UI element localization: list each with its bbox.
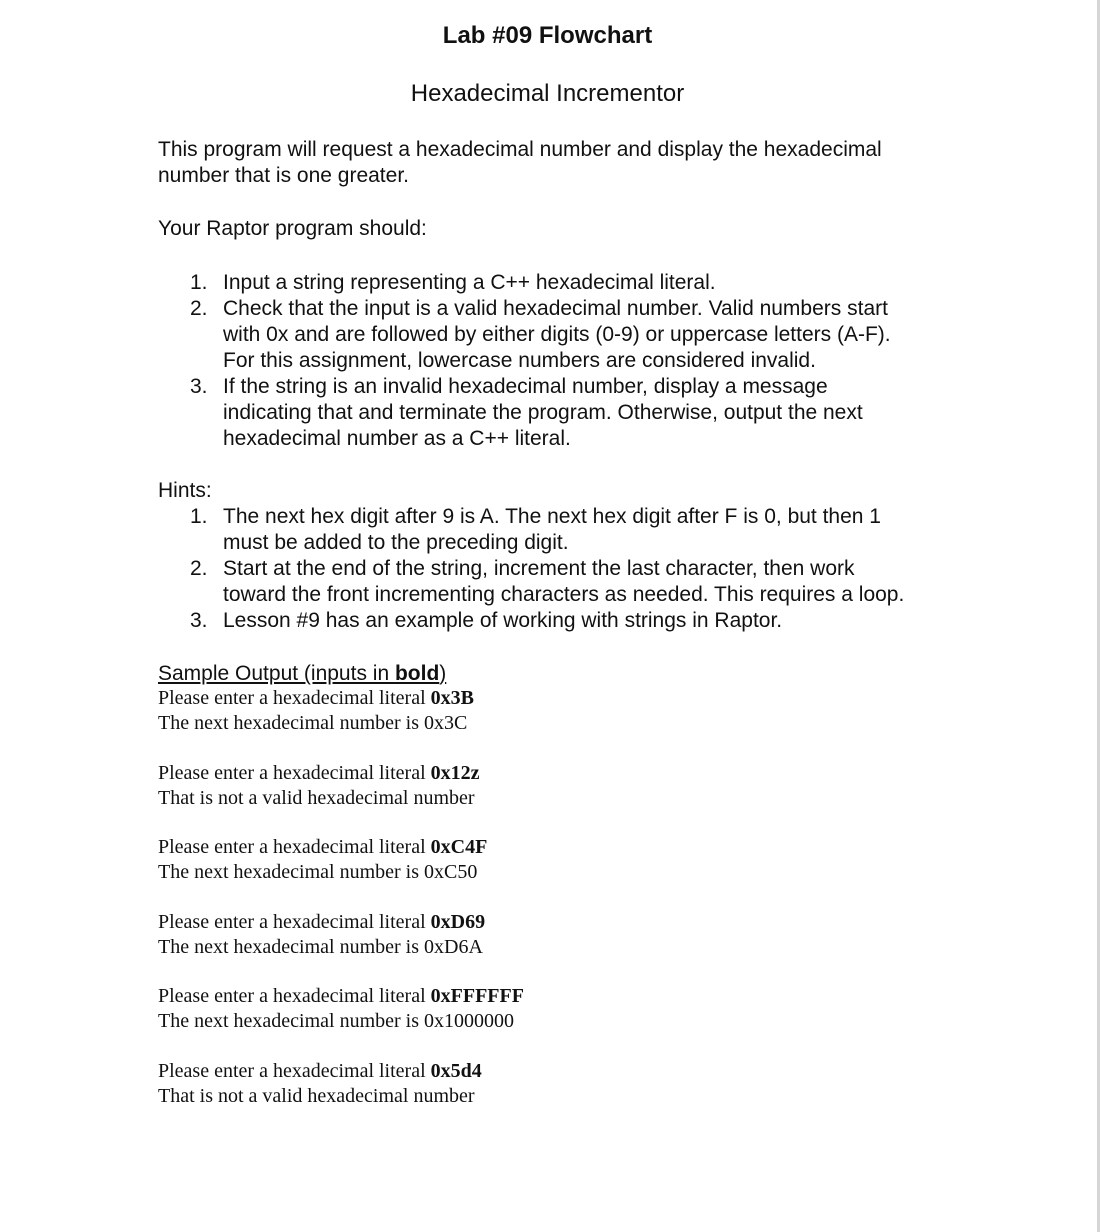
list-line: Check that the input is a valid hexadecimal number. Valid numbers start xyxy=(223,297,888,320)
sample-prompt-line xyxy=(158,1059,858,1084)
sample-heading-prefix: Sample Output (inputs in xyxy=(158,662,395,685)
sample-result-line: That is not a valid hexadecimal number xyxy=(158,1085,475,1107)
sample-block xyxy=(158,761,858,811)
sample-block xyxy=(158,835,858,885)
document-subtitle: Hexadecimal Incrementor xyxy=(410,80,685,107)
sample-block xyxy=(158,910,858,960)
sample-block xyxy=(158,1059,858,1109)
sample-result-line: That is not a valid hexadecimal number xyxy=(158,787,475,809)
sample-result-line: The next hexadecimal number is 0x3C xyxy=(158,712,468,734)
list-line: Start at the end of the string, increment the last character, then work xyxy=(223,557,855,580)
list-line: with 0x and are followed by either digits (0-9) or uppercase letters (A-F). xyxy=(223,323,891,346)
sample-prompt-line xyxy=(158,835,858,860)
requirements-heading: Your Raptor program should: xyxy=(158,217,427,240)
list-number: 2. xyxy=(190,557,208,580)
sample-input: 0xFFFFFF xyxy=(430,985,524,1007)
list-line: toward the front incrementing characters as needed. This requires a loop. xyxy=(223,583,905,606)
requirements-list xyxy=(190,270,950,452)
sample-prompt-line xyxy=(158,686,858,711)
sample-prompt: Please enter a hexadecimal literal xyxy=(158,911,431,933)
sample-prompt: Please enter a hexadecimal literal xyxy=(158,985,431,1007)
sample-input: 0x12z xyxy=(430,762,480,784)
intro-paragraph xyxy=(158,137,958,189)
document-title: Lab #09 Flowchart xyxy=(442,22,653,49)
sample-input: 0xD69 xyxy=(430,911,486,933)
list-line: hexadecimal number as a C++ literal. xyxy=(223,427,571,450)
sample-input: 0x3B xyxy=(430,687,474,709)
list-line: For this assignment, lowercase numbers are considered invalid. xyxy=(223,349,816,372)
intro-line: number that is one greater. xyxy=(158,164,409,187)
sample-heading-bold: bold xyxy=(394,662,440,685)
sample-prompt-line xyxy=(158,984,858,1009)
sample-prompt: Please enter a hexadecimal literal xyxy=(158,836,431,858)
list-line: indicating that and terminate the program. Otherwise, output the next xyxy=(223,401,863,424)
sample-prompt-line xyxy=(158,910,858,935)
sample-result-line: The next hexadecimal number is 0xC50 xyxy=(158,861,478,883)
sample-result-line: The next hexadecimal number is 0x1000000 xyxy=(158,1010,515,1032)
sample-input: 0xC4F xyxy=(430,836,488,858)
requirement-item xyxy=(190,270,950,296)
sample-prompt: Please enter a hexadecimal literal xyxy=(158,762,431,784)
sample-block xyxy=(158,686,858,736)
intro-line: This program will request a hexadecimal number and display the hexadecimal xyxy=(158,138,882,161)
list-line: Lesson #9 has an example of working with strings in Raptor. xyxy=(223,609,783,632)
hints-list xyxy=(190,504,950,634)
list-number: 3. xyxy=(190,609,208,632)
list-number: 2. xyxy=(190,297,208,320)
hint-item xyxy=(190,556,950,608)
sample-prompt: Please enter a hexadecimal literal xyxy=(158,687,431,709)
requirement-item xyxy=(190,374,950,452)
list-line: Input a string representing a C++ hexadecimal literal. xyxy=(223,271,716,294)
sample-prompt-line xyxy=(158,761,858,786)
list-number: 1. xyxy=(190,505,208,528)
sample-result-line: The next hexadecimal number is 0xD6A xyxy=(158,936,483,958)
hint-item xyxy=(190,504,950,556)
sample-input: 0x5d4 xyxy=(430,1060,482,1082)
sample-block xyxy=(158,984,858,1034)
hints-heading: Hints: xyxy=(158,479,212,502)
list-line: If the string is an invalid hexadecimal number, display a message xyxy=(223,375,828,398)
list-line: must be added to the preceding digit. xyxy=(223,531,569,554)
list-line: The next hex digit after 9 is A. The next hex digit after F is 0, but then 1 xyxy=(223,505,881,528)
sample-prompt: Please enter a hexadecimal literal xyxy=(158,1060,431,1082)
requirement-item xyxy=(190,296,950,374)
list-number: 1. xyxy=(190,271,208,294)
hint-item xyxy=(190,608,950,634)
sample-heading-suffix: ) xyxy=(439,662,447,685)
sample-output-heading xyxy=(158,661,446,687)
list-number: 3. xyxy=(190,375,208,398)
